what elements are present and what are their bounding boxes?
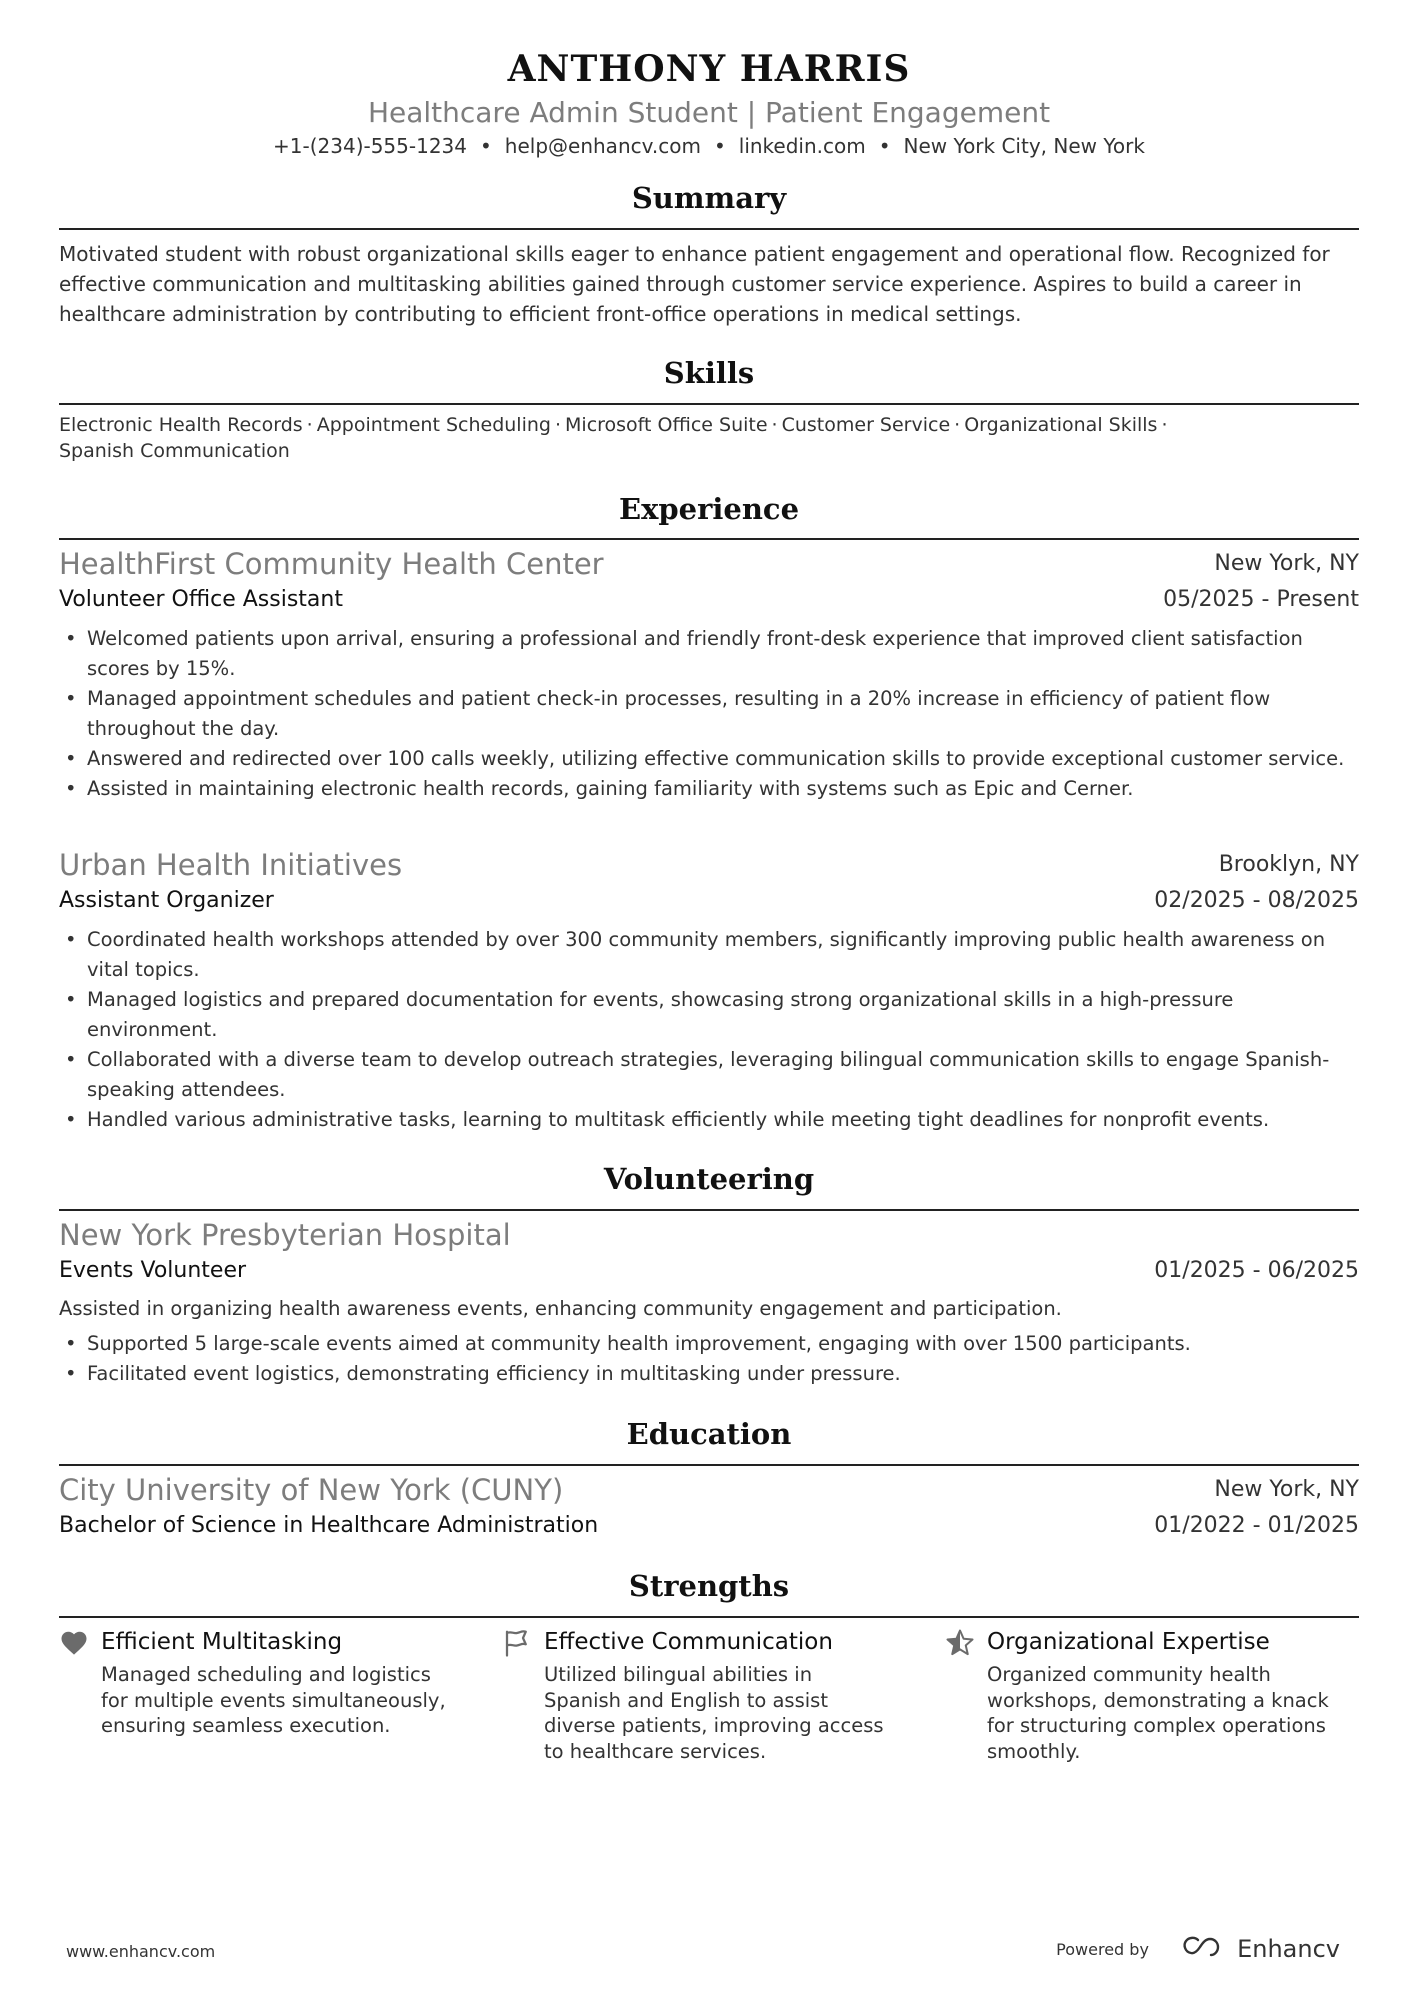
experience-title: Experience <box>618 492 800 526</box>
job-role: Assistant Organizer <box>59 888 274 913</box>
education-school: City University of New York (CUNY) <box>59 1473 564 1507</box>
enhancv-logo-icon <box>1180 1934 1226 1964</box>
section-divider <box>59 1616 1359 1618</box>
list-item: • Handled various administrative tasks, learning to multitask efficiently while meeting tight deadlines for nonprofit events. <box>87 1105 1359 1135</box>
list-item: • Managed appointment schedules and patient check-in processes, resulting in a 20% increase in efficiency of patient flow throughout the day. <box>87 684 1359 744</box>
volunteering-title: Volunteering <box>603 1162 815 1196</box>
job-subheader <box>59 585 1359 617</box>
volunteer-subheader <box>59 1256 1359 1288</box>
skill-separator: · <box>954 414 961 436</box>
job-bullets <box>59 624 1359 804</box>
contact-phone[interactable]: +1-(234)-555-1234 <box>273 134 467 158</box>
skill-separator: · <box>771 414 778 436</box>
list-item: • Welcomed patients upon arrival, ensuring a professional and friendly front-desk experience that improved client satisfaction scores by 15%. <box>87 624 1359 684</box>
footer-website[interactable]: www.enhancv.com <box>66 1942 216 1961</box>
strength-description: Managed scheduling and logistics for multiple events simultaneously, ensuring seamless execution. <box>101 1663 446 1737</box>
volunteer-header <box>59 1219 1359 1251</box>
job-bullets <box>59 925 1359 1135</box>
contact-line <box>59 134 1359 158</box>
list-item: • Managed logistics and prepared documentation for events, showcasing strong organizational skills in a high-pressure environment. <box>87 985 1359 1045</box>
job-location: Brooklyn, NY <box>1218 852 1359 877</box>
skills-title: Skills <box>663 356 755 390</box>
volunteer-bullets <box>59 1329 1359 1389</box>
star-icon <box>945 1628 975 1658</box>
section-divider <box>59 1464 1359 1466</box>
volunteer-description: Assisted in organizing health awareness events, enhancing community engagement and participation. <box>59 1297 1062 1320</box>
education-subheader <box>59 1511 1359 1543</box>
list-item: • Assisted in maintaining electronic health records, gaining familiarity with systems such as Epic and Cerner. <box>87 774 1359 804</box>
education-location: New York, NY <box>1214 1477 1359 1502</box>
skill-item: Customer Service <box>781 414 951 436</box>
skill-item: Electronic Health Records <box>59 414 303 436</box>
flag-icon <box>502 1628 532 1658</box>
skill-separator: · <box>1161 414 1168 436</box>
job-header <box>59 849 1359 881</box>
strengths-title: Strengths <box>628 1569 790 1603</box>
list-item: • Collaborated with a diverse team to develop outreach strategies, leveraging bilingual communication skills to engage Spanish-speaking attendees. <box>87 1045 1359 1105</box>
skill-separator: · <box>306 414 313 436</box>
job-header <box>59 548 1359 580</box>
enhancv-brand: Enhancv <box>1237 1935 1340 1963</box>
job-location: New York, NY <box>1214 551 1359 576</box>
strength-title: Efficient Multitasking <box>101 1629 343 1655</box>
contact-email[interactable]: help@enhancv.com <box>504 134 701 158</box>
skill-item: Spanish Communication <box>59 440 290 462</box>
summary-title: Summary <box>631 181 787 215</box>
strength-description: Utilized bilingual abilities in Spanish and English to assist diverse patients, improving access to healthcare services. <box>544 1663 884 1763</box>
list-item: • Facilitated event logistics, demonstrating efficiency in multitasking under pressure. <box>87 1359 1359 1389</box>
powered-by-label: Powered by <box>1056 1939 1149 1959</box>
job-dates: 05/2025 - Present <box>1163 587 1359 612</box>
contact-separator: • <box>713 134 726 158</box>
contact-linkedin[interactable]: linkedin.com <box>738 134 866 158</box>
tagline: Healthcare Admin Student | Patient Engagement <box>367 96 1051 129</box>
skill-item: Organizational Skills <box>964 414 1158 436</box>
strength-title: Effective Communication <box>544 1629 833 1655</box>
contact-separator: • <box>480 134 492 158</box>
skill-separator: · <box>554 414 562 436</box>
section-divider <box>59 228 1359 230</box>
skill-item: Microsoft Office Suite <box>565 414 768 436</box>
skills-list <box>59 412 1319 464</box>
section-divider <box>59 1209 1359 1211</box>
heart-icon <box>59 1628 89 1658</box>
volunteer-org: New York Presbyterian Hospital <box>59 1218 511 1252</box>
education-dates: 01/2022 - 01/2025 <box>1154 1513 1359 1538</box>
contact-location: New York City, New York <box>903 134 1145 158</box>
skill-item: Appointment Scheduling <box>316 414 551 436</box>
list-item: • Supported 5 large-scale events aimed at community health improvement, engaging with over 1500 participants. <box>87 1329 1359 1359</box>
summary-text: Motivated student with robust organizational skills eager to enhance patient engagement and operational flow. Recognized for effective communication and multitasking abilities gained through customer service experience. Aspires to build a career in healthcare administration by contributing to efficient front-office operations in medical settings. <box>59 242 1330 326</box>
job-role: Volunteer Office Assistant <box>59 587 343 612</box>
job-org: Urban Health Initiatives <box>59 848 403 882</box>
volunteer-role: Events Volunteer <box>59 1258 247 1283</box>
footer-branding <box>1056 1934 1340 1966</box>
section-divider <box>59 403 1359 405</box>
education-title: Education <box>626 1417 792 1451</box>
contact-separator: • <box>878 134 891 158</box>
section-divider <box>59 538 1359 540</box>
job-dates: 02/2025 - 08/2025 <box>1154 888 1359 913</box>
list-item: • Answered and redirected over 100 calls weekly, utilizing effective communication skills to provide exceptional customer service. <box>87 744 1359 774</box>
list-item: • Coordinated health workshops attended by over 300 community members, significantly improving public health awareness on vital topics. <box>87 925 1359 985</box>
education-header <box>59 1474 1359 1506</box>
candidate-name: ANTHONY HARRIS <box>507 48 911 90</box>
strength-title: Organizational Expertise <box>987 1629 1270 1655</box>
job-org: HealthFirst Community Health Center <box>59 547 604 581</box>
education-degree: Bachelor of Science in Healthcare Administration <box>59 1513 599 1538</box>
volunteer-dates: 01/2025 - 06/2025 <box>1154 1258 1359 1283</box>
strength-description: Organized community health workshops, demonstrating a knack for structuring complex operations smoothly. <box>987 1663 1329 1763</box>
job-subheader <box>59 886 1359 918</box>
